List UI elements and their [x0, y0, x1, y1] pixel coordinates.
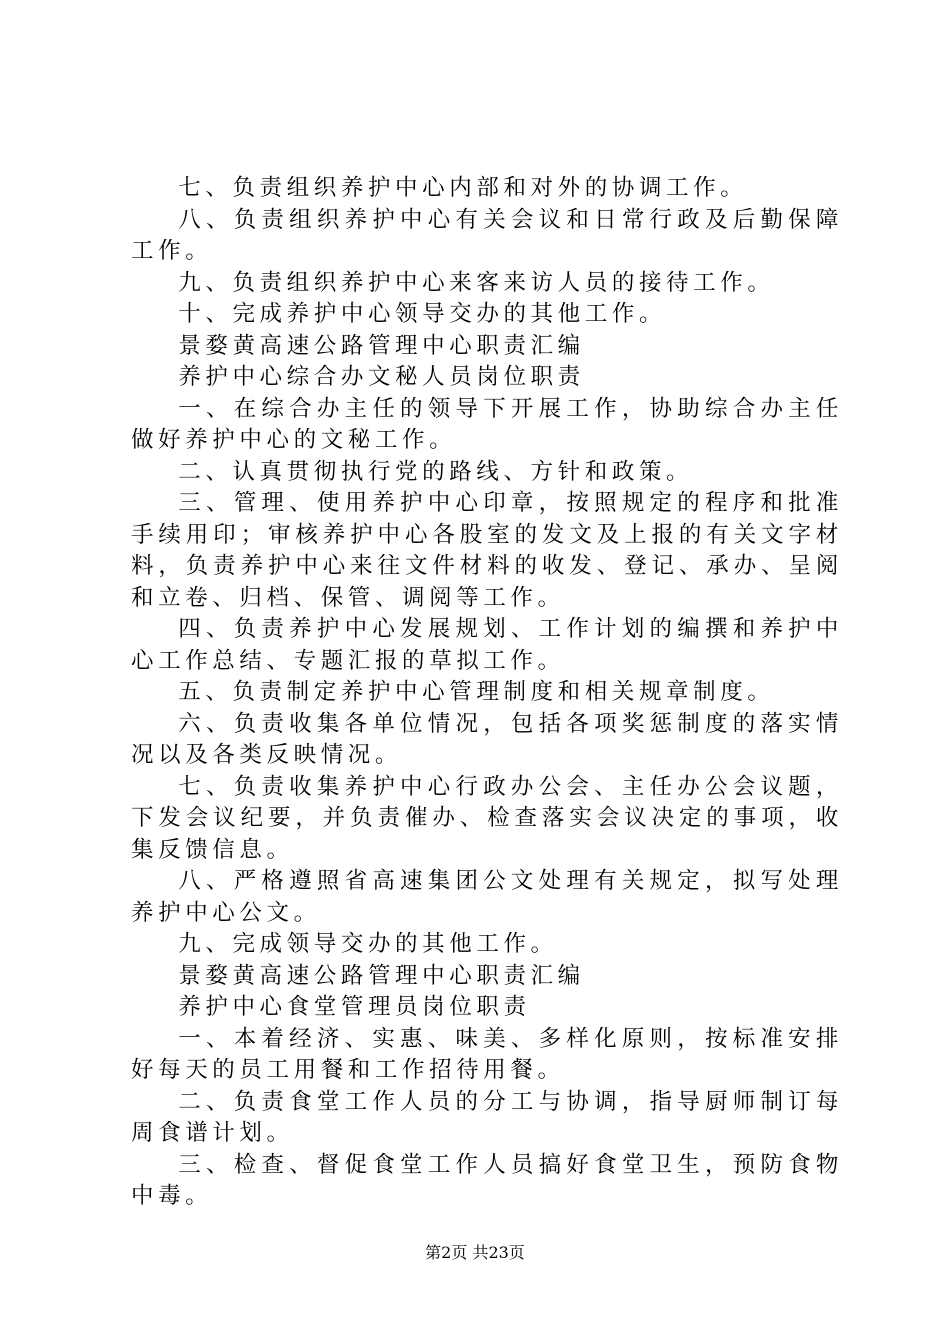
paragraph: 二、负责食堂工作人员的分工与协调，指导厨师制订每周食谱计划。 [131, 1088, 843, 1146]
paragraph: 一、在综合办主任的领导下开展工作，协助综合办主任做好养护中心的文秘工作。 [131, 395, 843, 453]
paragraph: 一、本着经济、实惠、味美、多样化原则，按标准安排好每天的员工用餐和工作招待用餐。 [131, 1025, 843, 1083]
paragraph: 三、管理、使用养护中心印章，按照规定的程序和批准手续用印；审核养护中心各股室的发文及上报的有关文字材料，负责养护中心来往文件材料的收发、登记、承办、呈阅和立卷、归档、保管、调阅等工作。 [131, 490, 843, 611]
paragraph: 十、完成养护中心领导交办的其他工作。 [178, 301, 667, 327]
document-body [131, 173, 843, 1213]
paragraph: 二、认真贯彻执行党的路线、方针和政策。 [178, 458, 694, 485]
paragraph: 七、负责组织养护中心内部和对外的协调工作。 [178, 175, 748, 201]
paragraph: 九、完成领导交办的其他工作。 [178, 931, 558, 957]
section-heading: 景婺黄高速公路管理中心职责汇编 [178, 332, 585, 359]
section-subheading: 养护中心综合办文秘人员岗位职责 [178, 364, 585, 390]
paragraph: 九、负责组织养护中心来客来访人员的接待工作。 [178, 269, 775, 296]
section-subheading: 养护中心食堂管理员岗位职责 [178, 994, 531, 1020]
paragraph: 四、负责养护中心发展规划、工作计划的编撰和养护中心工作总结、专题汇报的草拟工作。 [131, 616, 843, 674]
page-number-footer: 第2页 共23页 [425, 1243, 525, 1262]
paragraph: 五、负责制定养护中心管理制度和相关规章制度。 [178, 679, 775, 705]
paragraph: 三、检查、督促食堂工作人员搞好食堂卫生，预防食物中毒。 [131, 1151, 843, 1209]
section-heading: 景婺黄高速公路管理中心职责汇编 [178, 962, 585, 989]
paragraph: 六、负责收集各单位情况，包括各项奖惩制度的落实情况以及各类反映情况。 [131, 710, 843, 768]
paragraph: 七、负责收集养护中心行政办公会、主任办公会议题，下发会议纪要，并负责催办、检查落实会议决定的事项，收集反馈信息。 [131, 773, 843, 863]
paragraph: 八、严格遵照省高速集团公文处理有关规定，拟写处理养护中心公文。 [131, 868, 843, 926]
paragraph: 八、负责组织养护中心有关会议和日常行政及后勤保障工作。 [131, 206, 843, 264]
